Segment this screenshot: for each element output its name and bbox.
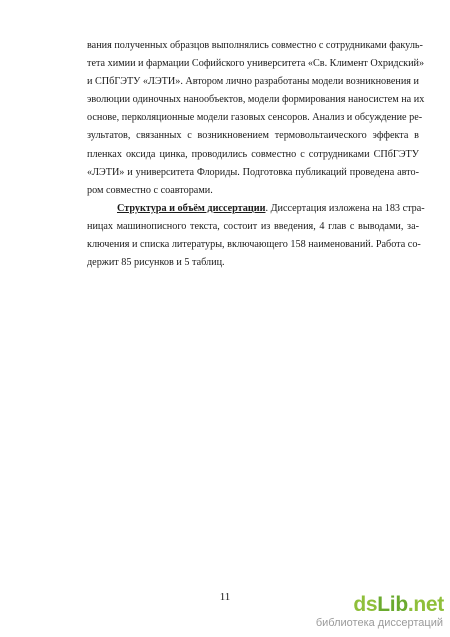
text-line: ницах машинописного текста, состоит из введения, 4 глав с выводами, за- [87,220,419,232]
dslib-watermark [316,593,444,633]
heading-punctuation: . [265,202,269,214]
text-line: «ЛЭТИ» и университета Флориды. Подготовка публикаций проведена авто- [87,166,419,178]
text-line: основе, перколяционные модели газовых сенсоров. Анализ и обсуждение ре- [87,112,423,124]
body-text [87,37,425,272]
page-number: 11 [219,591,231,603]
text-line: зультатов, связанных с возникновением термовольтаического эффекта в [87,130,419,142]
section-heading: Структура и объём диссертации [117,202,266,214]
dslib-tagline: библиотека диссертаций [315,617,443,629]
text-line: пленках оксида цинка, проводились совместно с сотрудниками СПбГЭТУ [87,148,419,160]
text-line: ром совместно с соавторами. [87,184,213,196]
text-line [87,200,425,218]
text-run: Диссертация изложена на 183 стра- [268,202,425,214]
paragraph-structure [87,200,425,272]
text-line: эволюции одиночных нанообъектов, модели формирования наносистем на их [87,94,425,106]
dslib-logo: dsLib.net [353,593,444,616]
paragraph-contributions [87,37,425,200]
text-line: держит 85 рисунков и 5 таблиц. [87,257,225,269]
text-line: тета химии и фармации Софийского университета «Св. Климент Охридский» [87,58,425,70]
text-line: ключения и списка литературы, включающего 158 наименований. Работа со- [87,239,421,251]
text-line: и СПбГЭТУ «ЛЭТИ». Автором лично разработаны модели возникновения и [87,76,419,88]
text-line: вания полученных образцов выполнялись совместно с сотрудниками факуль- [87,40,423,51]
